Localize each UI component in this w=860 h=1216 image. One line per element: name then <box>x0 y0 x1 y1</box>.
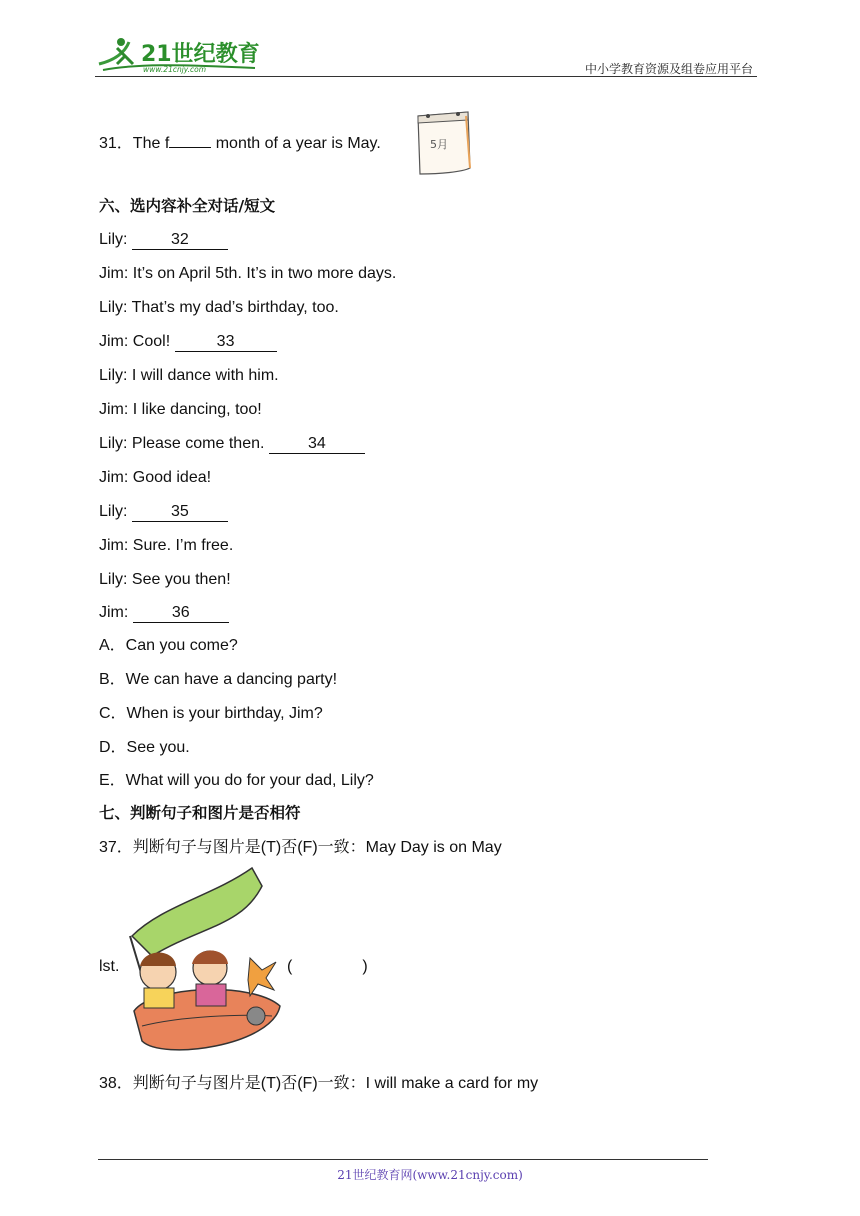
calendar-image <box>410 110 474 176</box>
question-31 <box>99 134 381 154</box>
q31-blank <box>169 147 211 148</box>
speaker-label: Lily: <box>99 299 132 316</box>
dialogue-blank-35[interactable]: 35 <box>132 503 228 522</box>
speaker-label: Jim: <box>99 604 133 621</box>
dialogue-line <box>99 400 262 420</box>
q31-prefix: 31．The f <box>99 135 170 152</box>
speaker-label: Jim: <box>99 333 133 350</box>
svg-text:21世纪教育: 21世纪教育 <box>141 42 260 67</box>
dialogue-blank-34[interactable]: 34 <box>269 435 365 454</box>
dialogue-line <box>99 434 365 454</box>
may-day-children-image <box>122 866 282 1062</box>
footer-divider <box>98 1159 708 1160</box>
question-37-continuation: lst. <box>99 958 120 975</box>
option-item: A．Can you come? <box>99 637 238 654</box>
dialogue-text: It’s on April 5th. It’s in two more days. <box>132 265 397 282</box>
dialogue-blank-33[interactable]: 33 <box>175 333 277 352</box>
dialogue-line <box>99 230 228 250</box>
speaker-label: Lily: <box>99 503 132 520</box>
speaker-label: Jim: <box>99 265 133 282</box>
dialogue-text: Please come then. <box>131 435 269 452</box>
dialogue-blank-36[interactable]: 36 <box>133 604 229 623</box>
option-item: D．See you. <box>99 739 190 756</box>
21cnjy-logo <box>95 34 265 76</box>
speaker-label: Jim: <box>99 469 133 486</box>
question-37-answer-box[interactable] <box>287 957 368 977</box>
dialogue-line <box>99 298 339 318</box>
speaker-label: Lily: <box>99 571 132 588</box>
header-divider <box>95 76 757 77</box>
svg-text:www.21cnjy.com: www.21cnjy.com <box>143 65 207 74</box>
svg-text:5月: 5月 <box>430 138 448 151</box>
dialogue-text: I will dance with him. <box>131 367 279 384</box>
option-item: B．We can have a dancing party! <box>99 671 338 688</box>
dialogue-line <box>99 332 277 352</box>
section-7-title: 七、判断句子和图片是否相符 <box>99 804 301 822</box>
speaker-label: Jim: <box>99 401 133 418</box>
q31-suffix: month of a year is May. <box>211 135 381 152</box>
speaker-label: Lily: <box>99 435 132 452</box>
dialogue-line <box>99 366 279 386</box>
dialogue-blank-32[interactable]: 32 <box>132 231 228 250</box>
option-item: E．What will you do for your dad, Lily? <box>99 772 374 789</box>
speaker-label: Lily: <box>99 231 132 248</box>
dialogue-line <box>99 536 233 556</box>
dialogue-line <box>99 603 229 623</box>
dialogue-text: Good idea! <box>132 469 212 486</box>
section-6-title: 六、选内容补全对话/短文 <box>99 197 276 215</box>
footer-text: 21世纪教育网(www.21cnjy.com) <box>337 1168 523 1182</box>
page-header <box>95 30 757 78</box>
speaker-label: Lily: <box>99 367 132 384</box>
answer-paren-close: ) <box>362 958 368 975</box>
dialogue-text: Cool! <box>132 333 175 350</box>
dialogue-text: I like dancing, too! <box>132 401 262 418</box>
dialogue-text: That’s my dad’s birthday, too. <box>131 299 339 316</box>
dialogue-text: Sure. I’m free. <box>132 537 234 554</box>
dialogue-line <box>99 502 228 522</box>
option-item: C．When is your birthday, Jim? <box>99 705 323 722</box>
dialogue-line <box>99 570 231 590</box>
answer-paren-open: ( <box>287 958 293 975</box>
dialogue-line <box>99 264 396 284</box>
header-platform-text: 中小学教育资源及组卷应用平台 <box>584 62 753 76</box>
dialogue-text: See you then! <box>131 571 231 588</box>
dialogue-line <box>99 468 211 488</box>
speaker-label: Jim: <box>99 537 133 554</box>
question-37-text: 37．判断句子与图片是(T)否(F)一致：May Day is on May <box>99 839 502 856</box>
question-38-text: 38．判断句子与图片是(T)否(F)一致：I will make a card for my <box>99 1075 539 1092</box>
